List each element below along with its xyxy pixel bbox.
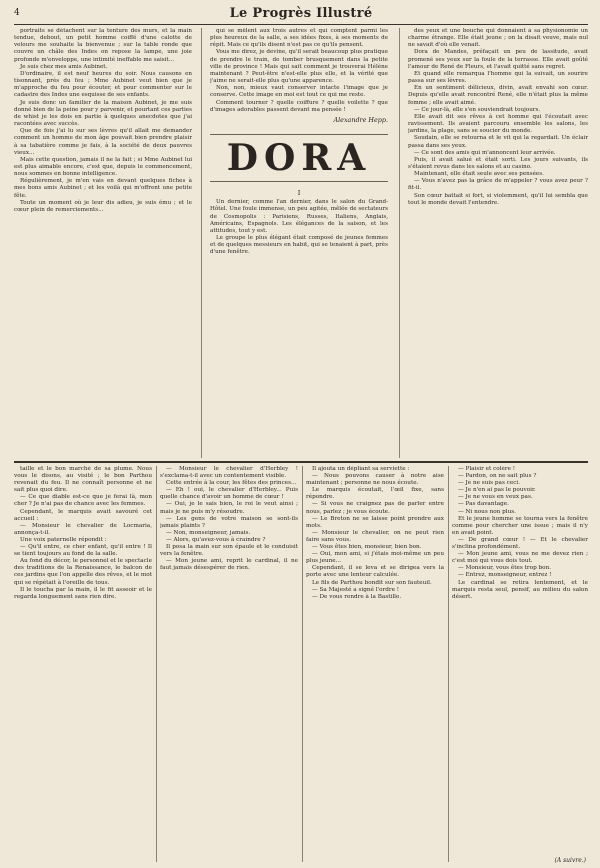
paragraph: — Ce que diable est-ce que je ferai là, mon cher ? Je n'ai pas de chance avec les femmes. — [14, 494, 152, 508]
paragraph: — Ce sont des amis qui m'annoncent leur arrivée. — [414, 149, 556, 156]
story-title: DORA — [210, 134, 388, 182]
column-divider — [156, 466, 157, 862]
paragraph: — Monsieur le chevalier de Locmaria, annonça-t-il. — [14, 522, 152, 536]
paragraph: — Je ne vous en veux pas. — [458, 494, 533, 501]
paragraph: — Plaisir et colère ! — [458, 466, 516, 472]
paragraph: — Le Breton ne se laisse point prendre aux mots. — [306, 515, 444, 529]
paragraph: Cependant, le marquis avait savouré cet accueil : — [14, 508, 152, 522]
paragraph: — Pardon, on ne sait plus ? — [458, 473, 537, 480]
paragraph: — Si vous ne craignez pas de parler entre nous, parlez ; je vous écoute. — [306, 501, 444, 515]
column-2 — [210, 28, 388, 458]
paragraph: Non, non, mieux vaut conserver intacte l'image que je conserve. Cette image en moi est tout ce qui me reste. — [210, 85, 388, 99]
paragraph: Je suis donc un familier de la maison Aubinet, je me suis donné bien de la peine pour y parvenir, et pourtant ces parties de whist je les dois en partie à quelques anecdotes que j'ai racontées avec succès. — [14, 99, 192, 128]
lower-column-3 — [306, 466, 444, 862]
paragraph: Soudain, elle se retourna et le vit qui la regardait. Un éclair passa dans ses yeux. — [408, 135, 588, 149]
chapter-number: I — [297, 189, 301, 198]
paragraph: Maintenant, elle était seule avec ses pensées. — [414, 171, 544, 178]
lower-column-2 — [160, 466, 298, 862]
paragraph: portraits se détachent sur la tenture des murs, et la main tendue, debout, un petit homme coiffé d'une calotte de velours me souhaite la bienvenue ; sur la table ronde que couvre un châle des Indes on repose la lampe, une joie profonde m'enveloppe, une intimité ineffable me saisit... — [14, 28, 192, 63]
paragraph: En un sentiment délicieux, divin, avait envahi son cœur. Depuis qu'elle avait rencontré René, elle n'était plus la même femme ; elle avait aimé. — [408, 85, 588, 106]
paragraph: — Monsieur le chevalier, on ne peut rien faire sans vous. — [306, 529, 444, 543]
paragraph: — Sa Majesté a signé l'ordre ! — [312, 586, 400, 593]
paragraph: — Monsieur le chevalier d'Herbley ! s'exclama-t-il avec un contentement visible. — [160, 466, 298, 480]
paragraph: Puis, il avait salué et était sorti. Les jours suivants, ils s'étaient revus dans les salons et au casino. — [408, 156, 588, 170]
column-divider — [201, 28, 202, 458]
newspaper-title: Le Progrès Illustré — [229, 6, 373, 21]
paragraph: Le cardinal se retira lentement, et le marquis resta seul, pensif, au milieu du salon désert. — [452, 579, 588, 600]
paragraph: — Monsieur, vous êtes trop bon. — [458, 565, 552, 572]
paragraph: Toute un moment où je leur dis adieu, je suis ému ; et le cœur plein de remerciements... — [14, 199, 192, 213]
paragraph: — Ni nous non plus. — [458, 508, 516, 515]
paragraph: Et quand elle remarqua l'homme qui la suivait, un sourire passa sur ses lèvres. — [408, 70, 588, 85]
paragraph: — Vous n'avez pas la grâce de m'appeler ? vous avez peur ? fit-il. — [408, 178, 588, 192]
paragraph: Il ajouta un dépliant sa serviette : — [312, 466, 410, 472]
paragraph: Cependant, il se leva et se dirigea vers la porte avec une lenteur calculée. — [306, 565, 444, 579]
paragraph: — Je n'en ai pas le pouvoir. — [458, 487, 536, 494]
column-1 — [14, 28, 192, 458]
paragraph: Il le toucha par la main, il le fit asseoir et le regarda longuement sans rien dire. — [14, 586, 152, 600]
paragraph: — Vous êtes bien, monsieur, bien bon. — [312, 544, 422, 551]
paragraph: Le groupe le plus élégant était composé de jeunes femmes et de quelques messieurs en habit, qui se tenaient à part, près d'une fenêtre. — [210, 234, 388, 256]
upper-columns — [14, 28, 588, 458]
paragraph: des yeux et une bouche qui donnaient à sa physionomie un charme étrange. Elle était jeune ; on la disait veuve, mais nul ne savait d'où elle venait. — [408, 28, 588, 49]
paragraph: — De grand cœur ! — Et le chevalier s'inclina profondément. — [452, 536, 588, 551]
column-divider — [448, 466, 449, 862]
column-3 — [408, 28, 588, 458]
paragraph: Il posa la main sur son épaule et le conduisit vers la fenêtre. — [160, 544, 298, 558]
paragraph: taille et le bon marché de sa plume. Nous vous le disons, au visité ; le bon Parthou revenait du feu. Il ne connaît personne et ne sait plus quoi dire. — [14, 466, 152, 494]
paragraph: — Pas davantage. — [458, 501, 509, 508]
paragraph: Le fils de Parthou bondit sur son fauteuil. — [312, 579, 432, 586]
paragraph: — Mon jeune ami, reprit le cardinal, il ne faut jamais désespérer de rien. — [160, 558, 298, 572]
paragraph: Que de fois j'ai lu sur ses lèvres qu'il allait me demander comment un homme de mon âge pouvait bien prendre plaisir à sa tabatière comme je fais, à la société de deux pauvres vieux... — [14, 128, 192, 156]
paragraph: — Oui, je le sais bien, le roi le veut ainsi ; mais je ne puis m'y résoudre. — [160, 501, 298, 515]
paragraph: Une voix paternelle répondit : — [20, 536, 107, 543]
paragraph: — De vous rendre à la Bastille. — [312, 593, 402, 600]
paragraph: Son cœur battait si fort, si violemment, qu'il lui sembla que tout le monde devait l'entendre. — [408, 192, 588, 206]
paragraph: Et le jeune homme se tourna vers la fenêtre comme pour chercher une issue ; mais il n'y en avait point. — [452, 515, 588, 536]
paragraph: Régulièrement, je m'en vais en devant quelques fiches à mes bons amis Aubinet ; et les voilà qui m'offrent une petite fête. — [14, 178, 192, 199]
paragraph: Comment tourner ? quelle coiffure ? quelle voilette ? que d'images adorables passent devant ma pensée ! — [210, 99, 388, 113]
paragraph: Au fond du décor, le personnel et le spectacle des traditions de la Renaissance, le balcon de ces jardins que l'on appelle des rêves, et le mot qui se répétait à l'oreille de tous. — [14, 558, 152, 586]
paragraph: — Ce jour-là, elle s'en souviendrait toujours. — [414, 106, 541, 113]
paragraph: Dora de Mandes, préfaçait un peu de lassitude, avait promené ses yeux sur la foule de la terrasse. Elle avait goûté l'amour de René de Fleurs, et l'avait quitté sans regret. — [408, 49, 588, 70]
paragraph: — Entrez, monseigneur, entrez ! — [458, 572, 552, 579]
to-be-continued: (A suivre.) — [554, 857, 586, 864]
lower-column-4 — [452, 466, 588, 862]
column-divider — [399, 28, 400, 458]
paragraph: — Je ne suis pas ceci. — [458, 480, 521, 487]
paragraph: Le marquis écoutait, l'œil fixe, sans répondre. — [306, 487, 444, 501]
paragraph: Un dernier, comme l'an dernier, dans le salon du Grand-Hôtel. Une foule immense, un peu agitée, mêlée de sectateurs de Cosmopolis : Parisiens, Russes, Italiens, Anglais, Américains, Espagnols. Les élégances de la saison, et les attitudes, tout y est. — [210, 199, 388, 234]
paragraph: Elle avait dit ses rêves à cet homme qui l'écoutait avec ravissement. Ils avaient parcouru ensemble les salons, les jardins, la plage, sans se soucier du monde. — [408, 113, 588, 135]
paragraph: — Nous pouvons causer à notre aise maintenant ; personne ne nous écoute. — [306, 473, 444, 487]
lower-column-1 — [14, 466, 152, 862]
section-divider — [14, 461, 588, 463]
author-signature: Alexandre Hepp. — [333, 115, 388, 124]
paragraph: — Oui, mon ami, si j'étais moi-même un peu plus jeune... — [306, 551, 444, 565]
lower-columns — [14, 466, 588, 862]
paragraph: Vous me direz, je devine, qu'il serait beaucoup plus pratique de prendre le train, de tomber brusquement dans la petite ville de province ! Mais qui sait comment je trouverai Hélène maintenant ? Peut-être n'est-elle plus elle, et la vérité que j'aime ne serait-elle plus qu'une apparence. — [210, 49, 388, 85]
paragraph: — Non, monseigneur, jamais. — [166, 529, 251, 536]
paragraph: Je suis chez mes amis Aubinet. — [20, 63, 108, 70]
page-number: 4 — [14, 8, 20, 18]
paragraph: — Qu'il entre, ce cher enfant, qu'il entre ! Il se tient toujours au fond de la salle. — [14, 544, 152, 558]
paragraph: qui se mêlent aux trois autres et qui comptent parmi les plus heureux de la salle, a ses idées fixes, à ses moments de répit. Mais ce qu'ils disent n'est pas ce qu'ils pensent. — [210, 28, 388, 49]
paragraph: — Les gens de votre maison se sont-ils jamais plaints ? — [160, 515, 298, 529]
paragraph: — Alors, qu'avez-vous à craindre ? — [166, 536, 266, 543]
paragraph: D'ordinaire, il est neuf heures du soir. Nous causons en tisonnant, près du feu ; Mme Aubinet veut bien que je m'approche du feu pour écouter, et pour commenter sur le cadastre des Indes une esquisse de ses enfants. — [14, 70, 192, 99]
page-header — [14, 6, 588, 25]
paragraph: — Mon jeune ami, vous ne me devez rien ; c'est moi qui vous dois tout. — [452, 551, 588, 565]
paragraph: Mais cette question, jamais il ne la fait ; si Mme Aubinet lui est plus aimable encore, c'est que, depuis le commencement, nous sommes en bonne intelligence. — [14, 156, 192, 178]
paragraph: — Eh ! oui, le chevalier d'Herbley... Puis quelle chance d'avoir un homme de cœur ! — [160, 487, 298, 501]
column-divider — [302, 466, 303, 862]
paragraph: Cette entrée à la cour, les fêtes des princes... — [166, 480, 297, 487]
newspaper-page — [14, 6, 588, 862]
